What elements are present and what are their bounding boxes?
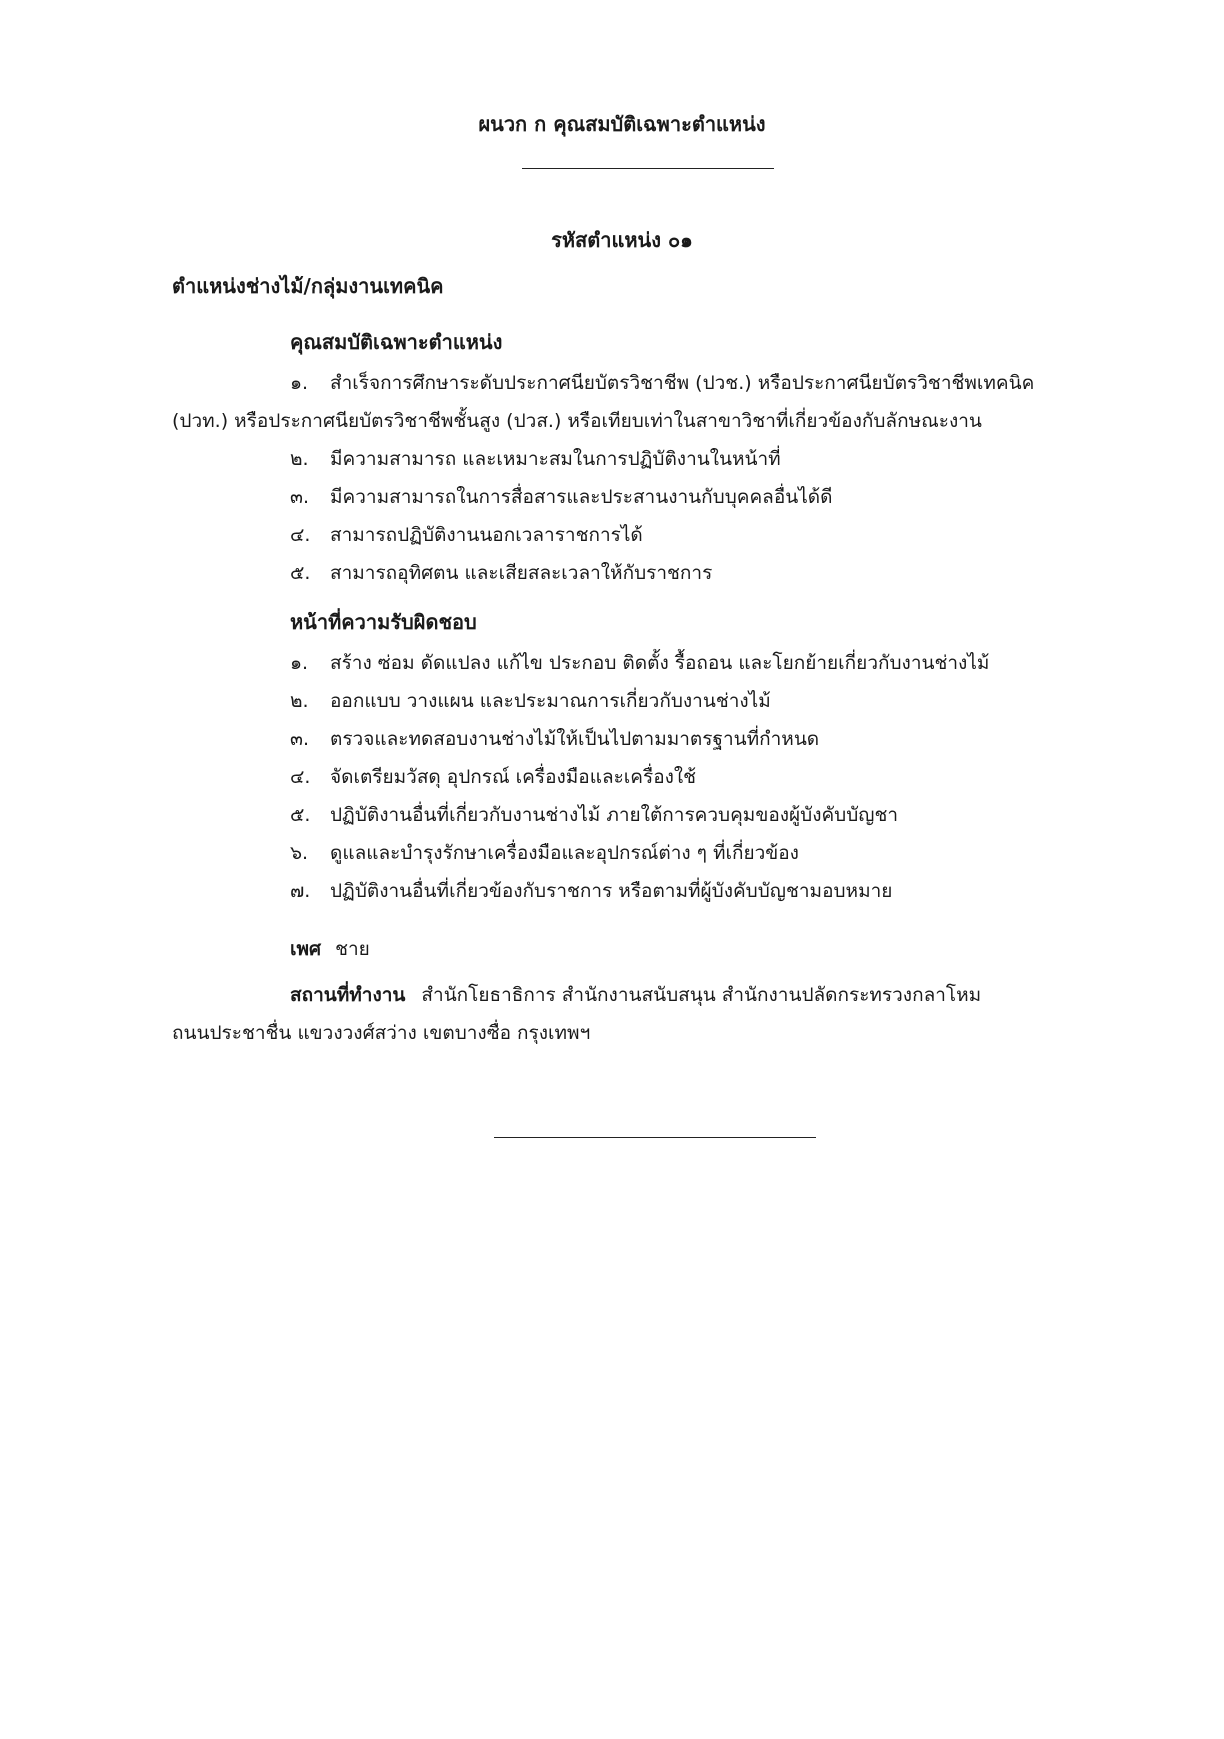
gender-value: ชาย — [335, 938, 370, 960]
position-code: รหัสตำแหน่ง ๐๑ — [551, 228, 693, 252]
item-number: ๖. — [290, 842, 309, 864]
gender-label: เพศ — [290, 938, 322, 960]
item-number: ๓. — [290, 728, 310, 750]
item-text: ปฏิบัติงานอื่นที่เกี่ยวกับงานช่างไม้ ภายใต้การควบคุมของผู้บังคับบัญชา — [330, 804, 899, 826]
item-number: ๒. — [290, 690, 309, 712]
qualification-item — [290, 558, 712, 588]
item-text: ตรวจและทดสอบงานช่างไม้ให้เป็นไปตามมาตรฐานที่กำหนด — [330, 728, 820, 750]
workplace-line-continued: ถนนประชาชื่น แขวงวงศ์สว่าง เขตบางซื่อ กรุงเทพฯ — [172, 1022, 591, 1044]
item-number: ๑. — [290, 372, 309, 394]
document-title: ผนวก ก คุณสมบัติเฉพาะตำแหน่ง — [478, 112, 766, 136]
gender-line — [290, 934, 370, 964]
item-text: ออกแบบ วางแผน และประมาณการเกี่ยวกับงานช่างไม้ — [330, 690, 771, 712]
duty-item — [290, 800, 898, 830]
item-number: ๗. — [290, 880, 311, 902]
duty-item — [290, 876, 892, 906]
qualification-item — [290, 444, 781, 474]
item-text: ดูแลและบำรุงรักษาเครื่องมือและอุปกรณ์ต่าง ๆ ที่เกี่ยวข้อง — [330, 842, 799, 864]
qualification-item-continued: (ปวท.) หรือประกาศนียบัตรวิชาชีพชั้นสูง (ปวส.) หรือเทียบเท่าในสาขาวิชาที่เกี่ยวข้องกับลักษณะงาน — [172, 410, 982, 432]
item-number: ๓. — [290, 486, 310, 508]
duty-item — [290, 724, 819, 754]
qualifications-heading: คุณสมบัติเฉพาะตำแหน่ง — [290, 330, 503, 354]
workplace-text: สำนักโยธาธิการ สำนักงานสนับสนุน สำนักงานปลัดกระทรวงกลาโหม — [421, 984, 982, 1006]
duty-item — [290, 838, 799, 868]
duty-item — [290, 648, 989, 678]
item-number: ๔. — [290, 524, 311, 546]
item-number: ๕. — [290, 804, 311, 826]
item-text: มีความสามารถ และเหมาะสมในการปฏิบัติงานในหน้าที่ — [330, 448, 781, 470]
item-text: สำเร็จการศึกษาระดับประกาศนียบัตรวิชาชีพ (ปวช.) หรือประกาศนียบัตรวิชาชีพเทคนิค — [330, 372, 1035, 394]
item-text: สร้าง ซ่อม ดัดแปลง แก้ไข ประกอบ ติดตั้ง รื้อถอน และโยกย้ายเกี่ยวกับงานช่างไม้ — [330, 652, 990, 674]
position-name: ตำแหน่งช่างไม้/กลุ่มงานเทคนิค — [172, 274, 444, 298]
item-text: มีความสามารถในการสื่อสารและประสานงานกับบุคคลอื่นได้ดี — [330, 486, 833, 508]
item-number: ๔. — [290, 766, 311, 788]
duty-item — [290, 686, 771, 716]
workplace-label: สถานที่ทำงาน — [290, 984, 406, 1006]
qualification-item — [290, 482, 832, 512]
item-text: สามารถปฏิบัติงานนอกเวลาราชการได้ — [330, 524, 643, 546]
workplace-line — [290, 980, 981, 1010]
item-text: สามารถอุทิศตน และเสียสละเวลาให้กับราชการ — [330, 562, 713, 584]
title-underline — [522, 168, 774, 169]
item-number: ๑. — [290, 652, 309, 674]
item-number: ๕. — [290, 562, 311, 584]
closing-rule — [494, 1137, 816, 1138]
duties-heading: หน้าที่ความรับผิดชอบ — [290, 610, 477, 634]
item-text: จัดเตรียมวัสดุ อุปกรณ์ เครื่องมือและเครื่องใช้ — [330, 766, 697, 788]
duty-item — [290, 762, 696, 792]
item-number: ๒. — [290, 448, 309, 470]
item-text: ปฏิบัติงานอื่นที่เกี่ยวข้องกับราชการ หรือตามที่ผู้บังคับบัญชามอบหมาย — [330, 880, 893, 902]
qualification-item — [290, 368, 1034, 398]
qualification-item — [290, 520, 643, 550]
